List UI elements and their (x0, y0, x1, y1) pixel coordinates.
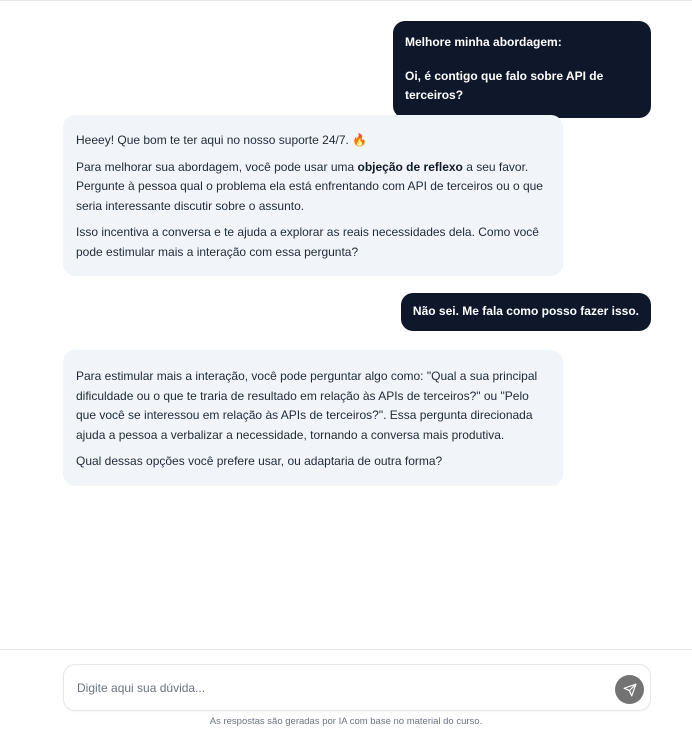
composer-footer (0, 649, 692, 748)
message-composer (63, 664, 651, 711)
user-message (393, 21, 651, 118)
send-button[interactable] (615, 675, 644, 704)
assistant-paragraph: Isso incentiva a conversa e te ajuda a explorar as reais necessidades dela. Como você pode estimular mais a interação com essa pergunta? (76, 225, 539, 259)
user-message-line: Melhore minha abordagem: (405, 35, 562, 49)
question-input[interactable] (77, 665, 607, 710)
assistant-message (63, 350, 563, 486)
assistant-paragraph: Qual dessas opções você prefere usar, ou adaptaria de outra forma? (76, 454, 443, 468)
assistant-bold-text: objeção de reflexo (357, 159, 463, 174)
line-spacer (405, 53, 639, 67)
send-icon (623, 683, 637, 697)
user-message (401, 293, 651, 331)
assistant-paragraph: Heeey! Que bom te ter aqui no nosso suporte 24/7. 🔥 (76, 133, 368, 147)
assistant-text: Para melhorar sua abordagem, você pode usar uma (76, 159, 358, 174)
assistant-paragraph (76, 158, 550, 217)
assistant-paragraph: Para estimular mais a interação, você pode perguntar algo como: "Qual a sua principal dificuldade ou o que te traria de resultado em relação às APIs de terceiros?" ou "Pelo que você se interessou em relação às APIs de terceiros?". Essa pergunta direcionada ajuda a pessoa a verbalizar a necessidade, tornando a conversa mais produtiva. (76, 369, 538, 442)
assistant-text: a seu favor. Pergunte à pessoa qual o problema ela está enfrentando com API de terceiros ou o que seria interessante discutir sobre o assunto. (76, 159, 543, 213)
assistant-message (63, 115, 563, 276)
user-message-line: Não sei. Me fala como posso fazer isso. (412, 304, 639, 318)
ai-disclaimer: As respostas são geradas por IA com base no material do curso. (209, 716, 483, 727)
user-message-line: Oi, é contigo que falo sobre API de terceiros? (405, 68, 604, 102)
